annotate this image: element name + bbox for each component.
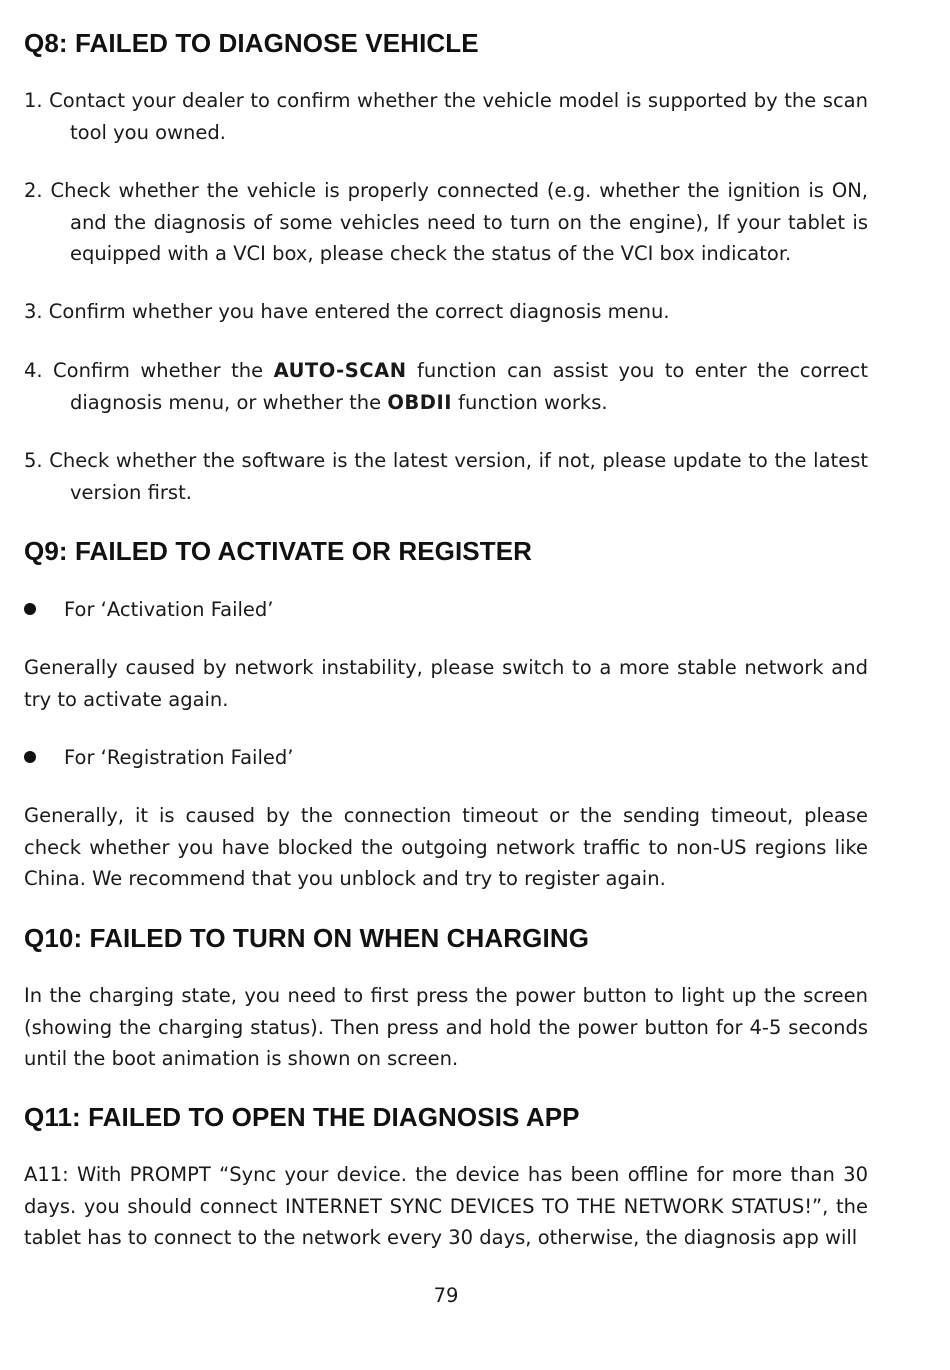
- q8-item-2: 2. Check whether the vehicle is properly connected (e.g. whether the ignition is ON, and the diagnosis of some vehicles need to turn on the engine), If your tablet is equipped with a VCI box, please check the status of the VCI box indicator.: [24, 179, 868, 265]
- bullet-dot-icon: [24, 603, 36, 615]
- q8-item-3: 3. Confirm whether you have entered the correct diagnosis menu.: [24, 300, 670, 323]
- q10-paragraph: In the charging state, you need to first press the power button to light up the screen (showing the charging status). Then press and hold the power button for 4-5 seconds until the boot animation is shown on screen.: [24, 984, 868, 1070]
- q8-heading: Q8: FAILED TO DIAGNOSE VEHICLE: [24, 28, 479, 58]
- q9-paragraph-registration: Generally, it is caused by the connection timeout or the sending timeout, please check whether you have blocked the outgoing network traffic to non-US regions like China. We recommend that you unblock and try to register again.: [24, 804, 868, 890]
- q8-item-4: [24, 355, 868, 418]
- q8-item-4-text: 4. Confirm whether the: [24, 359, 274, 382]
- obdii-label: OBDII: [387, 390, 452, 414]
- bullet-dot-icon: [24, 751, 36, 763]
- q8-item-4-text: function can assist you to enter the correct diagnosis menu, or whether the: [70, 359, 868, 414]
- q9-heading: Q9: FAILED TO ACTIVATE OR REGISTER: [24, 536, 533, 566]
- q8-item-4-text: function works.: [451, 390, 608, 414]
- auto-scan-label: AUTO-SCAN: [273, 359, 407, 382]
- q8-item-5: 5. Check whether the software is the latest version, if not, please update to the latest version first.: [24, 449, 868, 504]
- q9-bullet-registration: [24, 742, 293, 774]
- q11-heading: Q11: FAILED TO OPEN THE DIAGNOSIS APP: [24, 1102, 580, 1132]
- page-number: 79: [433, 1284, 459, 1307]
- q9-paragraph-activation: Generally caused by network instability, please switch to a more stable network and try to activate again.: [24, 656, 868, 711]
- q9-bullet-activation: [24, 594, 273, 626]
- q8-item-1: 1. Contact your dealer to confirm whether the vehicle model is supported by the scan tool you owned.: [24, 89, 868, 144]
- bullet-text: For ‘Activation Failed’: [64, 598, 274, 621]
- q11-paragraph: A11: With PROMPT “Sync your device. the device has been offline for more than 30 days. you should connect INTERNET SYNC DEVICES TO THE NETWORK STATUS!”, the tablet has to connect to the network every 30 days, otherwise, the diagnosis app will: [24, 1163, 868, 1249]
- q10-heading: Q10: FAILED TO TURN ON WHEN CHARGING: [24, 923, 590, 953]
- bullet-text: For ‘Registration Failed’: [64, 746, 294, 769]
